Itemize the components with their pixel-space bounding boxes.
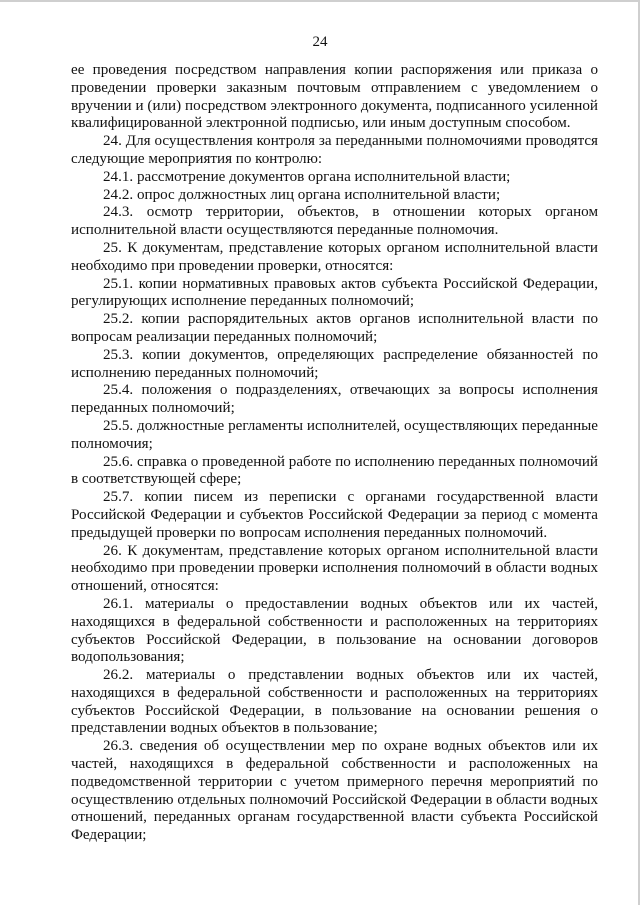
paragraph-26-1: 26.1. материалы о предоставлении водных объектов или их частей, находящихся в федеральной собственности и расположенных на территориях субъектов Российской Федерации, в пользование на основании договоров водопользования; [71, 595, 598, 666]
paragraph-25-2: 25.2. копии распорядительных актов органов исполнительной власти по вопросам реализации переданных полномочий; [71, 311, 598, 345]
paragraph-26-3: 26.3. сведения об осуществлении мер по охране водных объектов или их частей, находящихся в федеральной собственности и расположенных на подведомственной территории с учетом примерного перечня мероприятий по осуществлению отдельных полномочий Российской Федерации в области водных отношений, переданных органам государственной власти субъекта Российской Федерации; [71, 738, 598, 844]
paragraph-24-1: 24.1. рассмотрение документов органа исполнительной власти; [103, 168, 511, 185]
paragraph-25: 25. К документам, представление которых органом исполнительной власти необходимо при проведении проверки, относятся: [71, 239, 598, 274]
paragraph-24-2: 24.2. опрос должностных лиц органа исполнительной власти; [103, 186, 501, 203]
document-body [71, 62, 598, 845]
scan-edge-top [0, 0, 640, 2]
paragraph-25-6: 25.6. справка о проведенной работе по исполнению переданных полномочий в соответствующей сфере; [71, 453, 598, 488]
paragraph-26: 26. К документам, представление которых органом исполнительной власти необходимо при проведении проверки исполнения полномочий в области водных отношений, относятся: [71, 542, 598, 595]
paragraph-24-3: 24.3. осмотр территории, объектов, в отношении которых органом исполнительной власти осуществляются переданные полномочия. [71, 204, 598, 239]
paragraph-25-3: 25.3. копии документов, определяющих распределение обязанностей по исполнению переданных полномочий; [71, 346, 598, 381]
paragraph-continuation: ее проведения посредством направления копии распоряжения или приказа о проведении проверки заказным почтовым отправлением с уведомлением о вручении и (или) посредством электронного документа, подписанного усиленной квалифицированной электронной подписью, или иным доступным способом. [71, 62, 598, 132]
paragraph-26-2: 26.2. материалы о представлении водных объектов или их частей, находящихся в федеральной собственности и расположенных на территориях субъектов Российской Федерации, в пользование на основании решения о представлении водных объектов в пользование; [71, 667, 598, 737]
paragraph-25-4: 25.4. положения о подразделениях, отвечающих за вопросы исполнения переданных полномочий; [71, 382, 598, 417]
paragraph-25-5: 25.5. должностные регламенты исполнителей, осуществляющих переданные полномочия; [71, 417, 598, 452]
paragraph-25-7: 25.7. копии писем из переписки с органами государственной власти Российской Федерации и субъектов Российской Федерации за период с момента предыдущей проверки по вопросам исполнения переданных полномочий. [71, 489, 598, 541]
paragraph-25-1: 25.1. копии нормативных правовых актов субъекта Российской Федерации, регулирующих исполнение переданных полномочий; [71, 275, 598, 310]
paragraph-24: 24. Для осуществления контроля за переданными полномочиями проводятся следующие мероприятия по контролю: [71, 133, 598, 167]
page-number: 24 [312, 34, 328, 50]
